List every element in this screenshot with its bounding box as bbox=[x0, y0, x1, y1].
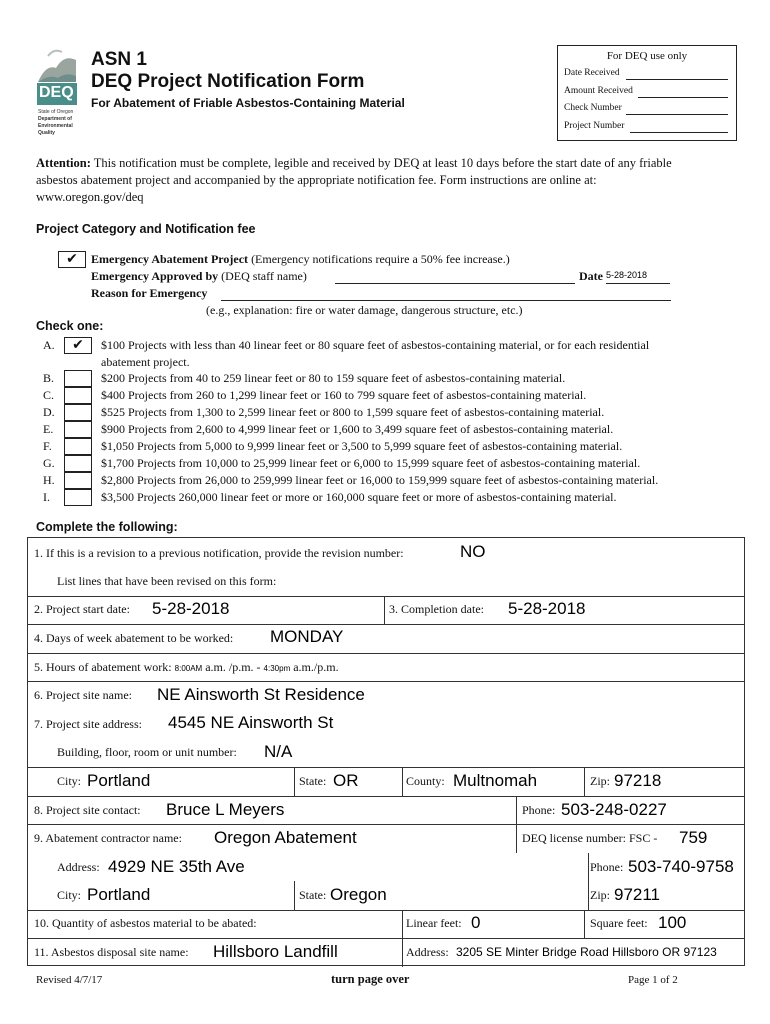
phone2-label: Phone: bbox=[590, 860, 624, 874]
q2-label: 2. Project start date: bbox=[34, 602, 130, 616]
zip2-label: Zip: bbox=[590, 888, 610, 902]
state2-label: State: bbox=[299, 888, 327, 902]
reason-field[interactable] bbox=[221, 300, 671, 301]
fee-option-letter: B. bbox=[43, 371, 55, 385]
approved-by-field[interactable] bbox=[335, 283, 575, 284]
contact-phone-input[interactable]: 503-248-0227 bbox=[561, 800, 667, 819]
date-received-label: Date Received bbox=[564, 68, 620, 78]
fee-option-text: $1,050 Projects from 5,000 to 9,999 linear feet or 3,500 to 5,999 square feet of asbestos-containing material. bbox=[101, 439, 623, 453]
fee-option-text: $900 Projects from 2,600 to 4,999 linear feet or 1,600 to 3,499 square feet of asbestos-containing material. bbox=[101, 422, 614, 436]
form-subtitle: For Abatement of Friable Asbestos-Containing Material bbox=[91, 96, 405, 110]
q11-label: 11. Asbestos disposal site name: bbox=[34, 945, 189, 959]
site-address-input[interactable]: 4545 NE Ainsworth St bbox=[168, 713, 334, 732]
turn-page-over: turn page over bbox=[331, 972, 410, 986]
attention-line-3[interactable]: www.oregon.gov/deq bbox=[36, 190, 144, 204]
q7b-label: Building, floor, room or unit number: bbox=[57, 745, 237, 759]
check-number-label: Check Number bbox=[564, 103, 622, 113]
fee-option-text: $100 Projects with less than 40 linear feet or 80 square feet of asbestos-containing material, or for each residential bbox=[101, 338, 650, 352]
start-date-input[interactable]: 5-28-2018 bbox=[152, 599, 230, 618]
q5-ampm-2: a.m./p.m. bbox=[290, 660, 339, 674]
fee-option-checkbox[interactable] bbox=[64, 472, 92, 489]
county-input[interactable]: Multnomah bbox=[453, 771, 538, 790]
q7-label: 7. Project site address: bbox=[34, 717, 142, 731]
reason-example: (e.g., explanation: fire or water damage, dangerous structure, etc.) bbox=[206, 303, 523, 317]
fee-option-checkbox[interactable] bbox=[64, 489, 92, 506]
q1b-label: List lines that have been revised on this form: bbox=[57, 574, 277, 588]
revised-date: Revised 4/7/17 bbox=[36, 974, 103, 986]
state-input[interactable]: OR bbox=[333, 771, 359, 790]
amount-received-label: Amount Received bbox=[564, 86, 633, 96]
amount-received-field[interactable] bbox=[638, 97, 728, 98]
fee-option-letter: C. bbox=[43, 388, 55, 402]
square-feet-label: Square feet: bbox=[590, 916, 648, 930]
emergency-date-value[interactable]: 5-28-2018 bbox=[606, 270, 648, 280]
category-heading: Project Category and Notification fee bbox=[36, 222, 256, 236]
state-label: State: bbox=[299, 774, 327, 788]
fee-option-letter: E. bbox=[43, 422, 54, 436]
site-contact-input[interactable]: Bruce L Meyers bbox=[166, 800, 285, 819]
site-name-input[interactable]: NE Ainsworth St Residence bbox=[157, 685, 365, 704]
disposal-address-input[interactable]: 3205 SE Minter Bridge Road Hillsboro OR 97123 bbox=[456, 945, 717, 959]
fee-option-letter: F. bbox=[43, 439, 52, 453]
q1-label: 1. If this is a revision to a previous notification, provide the revision number: bbox=[34, 546, 404, 560]
fee-option-letter: H. bbox=[43, 473, 55, 487]
q5-ampm-1: a.m. /p.m. - bbox=[202, 660, 264, 674]
end-time-input[interactable]: 4:30pm bbox=[263, 664, 291, 673]
start-time-input[interactable]: 8:00AM bbox=[174, 664, 203, 673]
contractor-zip-input[interactable]: 97211 bbox=[614, 885, 661, 904]
check-number-field[interactable] bbox=[626, 114, 728, 115]
logo-text: DEQ bbox=[39, 84, 74, 101]
fee-option-text: $3,500 Projects 260,000 linear feet or more or 160,000 square feet or more of asbestos-containing material. bbox=[101, 490, 617, 504]
fee-option-checkbox[interactable] bbox=[64, 404, 92, 421]
q10-label: 10. Quantity of asbestos material to be abated: bbox=[34, 916, 257, 930]
fee-option-checkbox[interactable] bbox=[64, 421, 92, 438]
contractor-state-input[interactable]: Oregon bbox=[330, 885, 387, 904]
fee-option-checkbox[interactable] bbox=[64, 438, 92, 455]
license-label: DEQ license number: FSC - bbox=[522, 831, 658, 845]
fee-option-checkbox[interactable] bbox=[64, 455, 92, 472]
form-id: ASN 1 bbox=[91, 49, 147, 70]
deq-logo bbox=[36, 46, 78, 146]
fee-option-letter: A. bbox=[43, 338, 55, 352]
disposal-site-input[interactable]: Hillsboro Landfill bbox=[213, 942, 338, 961]
complete-heading: Complete the following: bbox=[36, 520, 178, 534]
unit-number-input[interactable]: N/A bbox=[264, 742, 293, 761]
linear-feet-input[interactable]: 0 bbox=[471, 913, 481, 932]
zip-input[interactable]: 97218 bbox=[614, 771, 662, 790]
check-one-heading: Check one: bbox=[36, 319, 104, 333]
fee-option-checkbox[interactable]: ✔ bbox=[64, 337, 92, 354]
completion-date-input[interactable]: 5-28-2018 bbox=[508, 599, 586, 618]
fee-option-text: $2,800 Projects from 26,000 to 259,999 linear feet or 16,000 to 159,999 square feet of asbestos-containing material. bbox=[101, 473, 659, 487]
emergency-label: Emergency Abatement Project bbox=[91, 252, 249, 266]
q4-label: 4. Days of week abatement to be worked: bbox=[34, 631, 234, 645]
fee-option-checkbox[interactable] bbox=[64, 387, 92, 404]
emergency-checkbox[interactable]: ✔ bbox=[58, 251, 86, 268]
city-label: City: bbox=[57, 774, 82, 788]
zip-label: Zip: bbox=[590, 774, 610, 788]
license-number-input[interactable]: 759 bbox=[679, 828, 708, 847]
date-received-field[interactable] bbox=[626, 79, 728, 80]
disposal-address-label: Address: bbox=[406, 945, 449, 959]
project-number-field[interactable] bbox=[630, 132, 728, 133]
phone-label: Phone: bbox=[522, 803, 556, 817]
address-label: Address: bbox=[57, 860, 100, 874]
agency-state: State of Oregon bbox=[38, 109, 74, 115]
form-title: DEQ Project Notification Form bbox=[91, 71, 365, 92]
emergency-date-field bbox=[606, 283, 670, 284]
agency-dept: Department of bbox=[38, 116, 72, 122]
fee-option-letter: G. bbox=[43, 456, 55, 470]
fee-option-text: $525 Projects from 1,300 to 2,599 linear feet or 800 to 1,599 square feet of asbestos-containing material. bbox=[101, 405, 605, 419]
deq-box-heading: For DEQ use only bbox=[606, 50, 688, 62]
approved-by-note: (DEQ staff name) bbox=[218, 269, 307, 283]
linear-feet-label: Linear feet: bbox=[406, 916, 462, 930]
city-input[interactable]: Portland bbox=[87, 771, 151, 790]
reason-label: Reason for Emergency bbox=[91, 286, 208, 300]
q8-label: 8. Project site contact: bbox=[34, 803, 141, 817]
contractor-city-input[interactable]: Portland bbox=[87, 885, 151, 904]
city2-label: City: bbox=[57, 888, 82, 902]
contractor-phone-input[interactable]: 503-740-9758 bbox=[628, 857, 734, 876]
attention-line-2: asbestos abatement project and accompanied by the appropriate notification fee. Form instructions are online at: bbox=[36, 173, 597, 187]
attention-block bbox=[36, 155, 672, 206]
q3-label: 3. Completion date: bbox=[389, 602, 484, 616]
fee-option-text: $200 Projects from 40 to 259 linear feet or 80 to 159 square feet of asbestos-containing material. bbox=[101, 371, 566, 385]
agency-quality: Quality bbox=[38, 130, 55, 136]
q6-label: 6. Project site name: bbox=[34, 688, 132, 702]
revision-number-input[interactable]: NO bbox=[460, 542, 486, 561]
emergency-note: (Emergency notifications require a 50% fee increase.) bbox=[248, 252, 510, 266]
fee-option-letter: D. bbox=[43, 405, 55, 419]
contractor-address-input[interactable]: 4929 NE 35th Ave bbox=[108, 857, 245, 876]
date-label: Date bbox=[579, 269, 603, 283]
page-number: Page 1 of 2 bbox=[628, 974, 678, 986]
fee-option-letter: I. bbox=[43, 490, 50, 504]
attention-label: Attention: bbox=[36, 156, 91, 170]
county-label: County: bbox=[406, 774, 445, 788]
fee-option-text: $400 Projects from 260 to 1,299 linear feet or 160 to 799 square feet of asbestos-containing material. bbox=[101, 388, 587, 402]
square-feet-input[interactable]: 100 bbox=[658, 913, 687, 932]
q9-label: 9. Abatement contractor name: bbox=[34, 831, 182, 845]
deq-use-only-box bbox=[557, 45, 737, 141]
approved-by-label: Emergency Approved by bbox=[91, 269, 219, 283]
project-number-label: Project Number bbox=[564, 121, 625, 131]
fee-option-text-continued: abatement project. bbox=[101, 355, 190, 369]
agency-env: Environmental bbox=[38, 123, 73, 129]
days-worked-input[interactable]: MONDAY bbox=[270, 627, 344, 646]
fee-option-checkbox[interactable] bbox=[64, 370, 92, 387]
contractor-name-input[interactable]: Oregon Abatement bbox=[214, 828, 357, 847]
fee-option-text: $1,700 Projects from 10,000 to 25,999 linear feet or 6,000 to 15,999 square feet of asbestos-containing material. bbox=[101, 456, 641, 470]
attention-line-1: This notification must be complete, legible and received by DEQ at least 10 days before the start date of any friable bbox=[90, 156, 672, 170]
q5-label: 5. Hours of abatement work: bbox=[34, 660, 172, 674]
